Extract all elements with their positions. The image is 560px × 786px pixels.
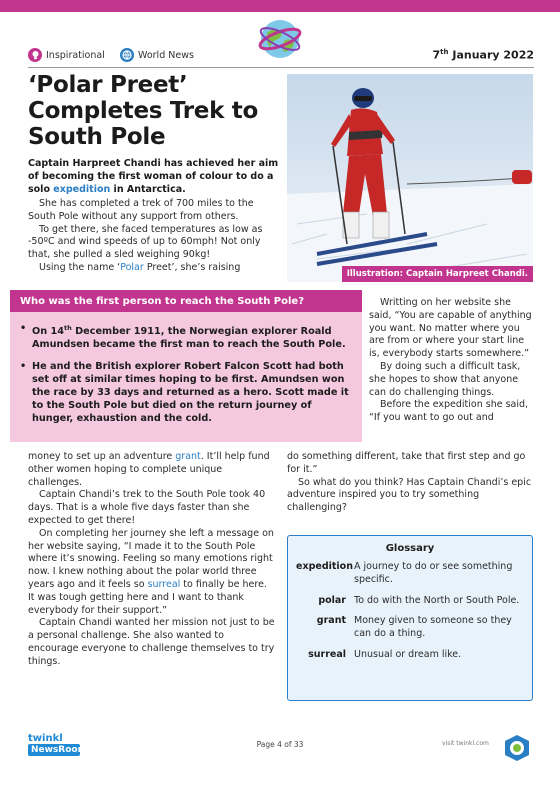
paragraph (28, 262, 282, 275)
article-illustration (287, 74, 533, 282)
header-row (28, 48, 534, 64)
date-suffix: th (440, 48, 449, 56)
glossary-link-grant[interactable]: grant (175, 451, 201, 462)
glossary-term: surreal (308, 648, 346, 660)
article-headline (28, 72, 290, 150)
image-caption: Illustration: Captain Harpreet Chandi. (342, 266, 533, 282)
article-lead (28, 158, 282, 196)
glossary-term: grant (316, 615, 346, 627)
fact-item (20, 322, 352, 351)
tag-inspirational[interactable] (28, 48, 105, 62)
headline-line: ‘Polar Preet’ (28, 72, 188, 98)
globe-icon (120, 48, 134, 62)
paragraph: She has completed a trek of 700 miles to the South Pole without any support from others. (28, 198, 254, 222)
article-body-right (369, 297, 534, 425)
glossary-definition: Money given to someone so they can do a thing. (354, 615, 512, 640)
paragraph-text: Using the name ‘ (39, 261, 121, 273)
twinkl-badge-icon (502, 733, 532, 763)
question-heading: Who was the first person to reach the South Pole? (10, 290, 362, 312)
lead-text: in Antarctica. (110, 183, 186, 195)
lightbulb-icon (28, 48, 42, 62)
header-divider (28, 67, 534, 68)
paragraph: Writting on her website she said, “You are capable of anything you want. No matter where you are from or where your start line is, everybody starts somewhere.” (369, 297, 532, 360)
glossary-term: expedition (296, 561, 353, 572)
article-body-middle (287, 451, 533, 515)
glossary-box (287, 535, 533, 701)
fact-text: December 1911, the Norwegian explorer Roald Amundsen became the first man to reach the South Pole. (32, 326, 346, 351)
article-body-left (28, 451, 276, 669)
publish-date (433, 48, 534, 62)
brand-top: twinkl (28, 733, 63, 744)
article-body-top (28, 198, 282, 275)
glossary-definition: A journey to do or see something specific. (354, 561, 513, 585)
tag-world-news[interactable] (120, 48, 194, 62)
skier-illustration (287, 74, 533, 282)
glossary-entry (296, 649, 524, 662)
tag-label: World News (138, 49, 194, 61)
lead-text: Captain Harpreet Chandi has achieved her aim of becoming the first woman of colour to do a solo (28, 158, 279, 195)
fact-sup: th (64, 324, 72, 332)
glossary-entry (296, 561, 524, 587)
glossary-term: polar (318, 594, 346, 606)
headline-line: South Pole (28, 124, 166, 150)
glossary-definition: To do with the North or South Pole. (354, 594, 520, 606)
paragraph-text: Preet’, she’s raising (143, 261, 241, 273)
tag-label: Inspirational (46, 49, 105, 61)
paragraph: To get there, she faced temperatures as low as -50ºC and wind speeds of up to 60mph! Not only that, she pulled a sled weighing 90kg! (28, 223, 263, 261)
footer-url[interactable]: visit twinkl.com (442, 740, 489, 747)
paragraph-text: . It’ll help fund other women hoping to complete unique challenges. (28, 451, 270, 488)
paragraph: By doing such a difficult task, she hopes to show that anyone can do challenging things. (369, 360, 521, 398)
date-day: 7 (432, 48, 441, 62)
glossary-link-surreal[interactable]: surreal (147, 578, 181, 590)
top-accent-bar (0, 0, 560, 12)
paragraph-text: to finally be here. It was tough getting here and I want to thank everybody for their support.” (28, 578, 267, 616)
glossary-link-polar[interactable]: Polar (120, 261, 144, 273)
date-month-year: January 2022 (452, 48, 534, 62)
paragraph: do something different, take that first step and go for it.” (287, 451, 526, 475)
page-number: Page 4 of 33 (256, 740, 304, 749)
glossary-entry (296, 595, 524, 608)
brand-bottom: NewsRoom (28, 744, 80, 756)
glossary-definition: Unusual or dream like. (354, 648, 462, 660)
fact-item: • He and the British explorer Robert Falcon Scott had both set off at similar times hoping to be first. Amundsen won the race by 33 days and returned as a hero. Scott made it to the South Pole but died on the return journey of hunger, exhaustion and the cold. (20, 360, 352, 425)
paragraph: Captain Chandi’s trek to the South Pole took 40 days. That is a whole five days faster than she expected to get there! (28, 489, 266, 526)
headline-line: Completes Trek to (28, 98, 258, 124)
fact-text: On 14 (32, 326, 64, 338)
paragraph-text: On completing her journey she left a message on her website saying, “I made it to the South Pole where it’s snowing. Feeling so many emotions right now. I knew nothing about the polar world three years ago and it feels so (28, 527, 274, 590)
paragraph (28, 451, 276, 489)
fact-box (10, 312, 362, 442)
glossary-title: Glossary (385, 543, 435, 554)
paragraph: Before the expedition she said, “If you want to go out and (369, 399, 529, 424)
glossary-entry (296, 615, 524, 641)
paragraph (28, 528, 276, 618)
paragraph: So what do you think? Has Captain Chandi’s epic adventure inspired you to try something challenging? (287, 476, 532, 514)
paragraph-text: money to set up an adventure (28, 451, 176, 462)
paragraph: Captain Chandi wanted her mission not just to be a personal challenge. She also wanted to encourage everyone to challenge themselves to try things. (28, 617, 275, 667)
glossary-link-expedition[interactable]: expedition (53, 183, 111, 195)
